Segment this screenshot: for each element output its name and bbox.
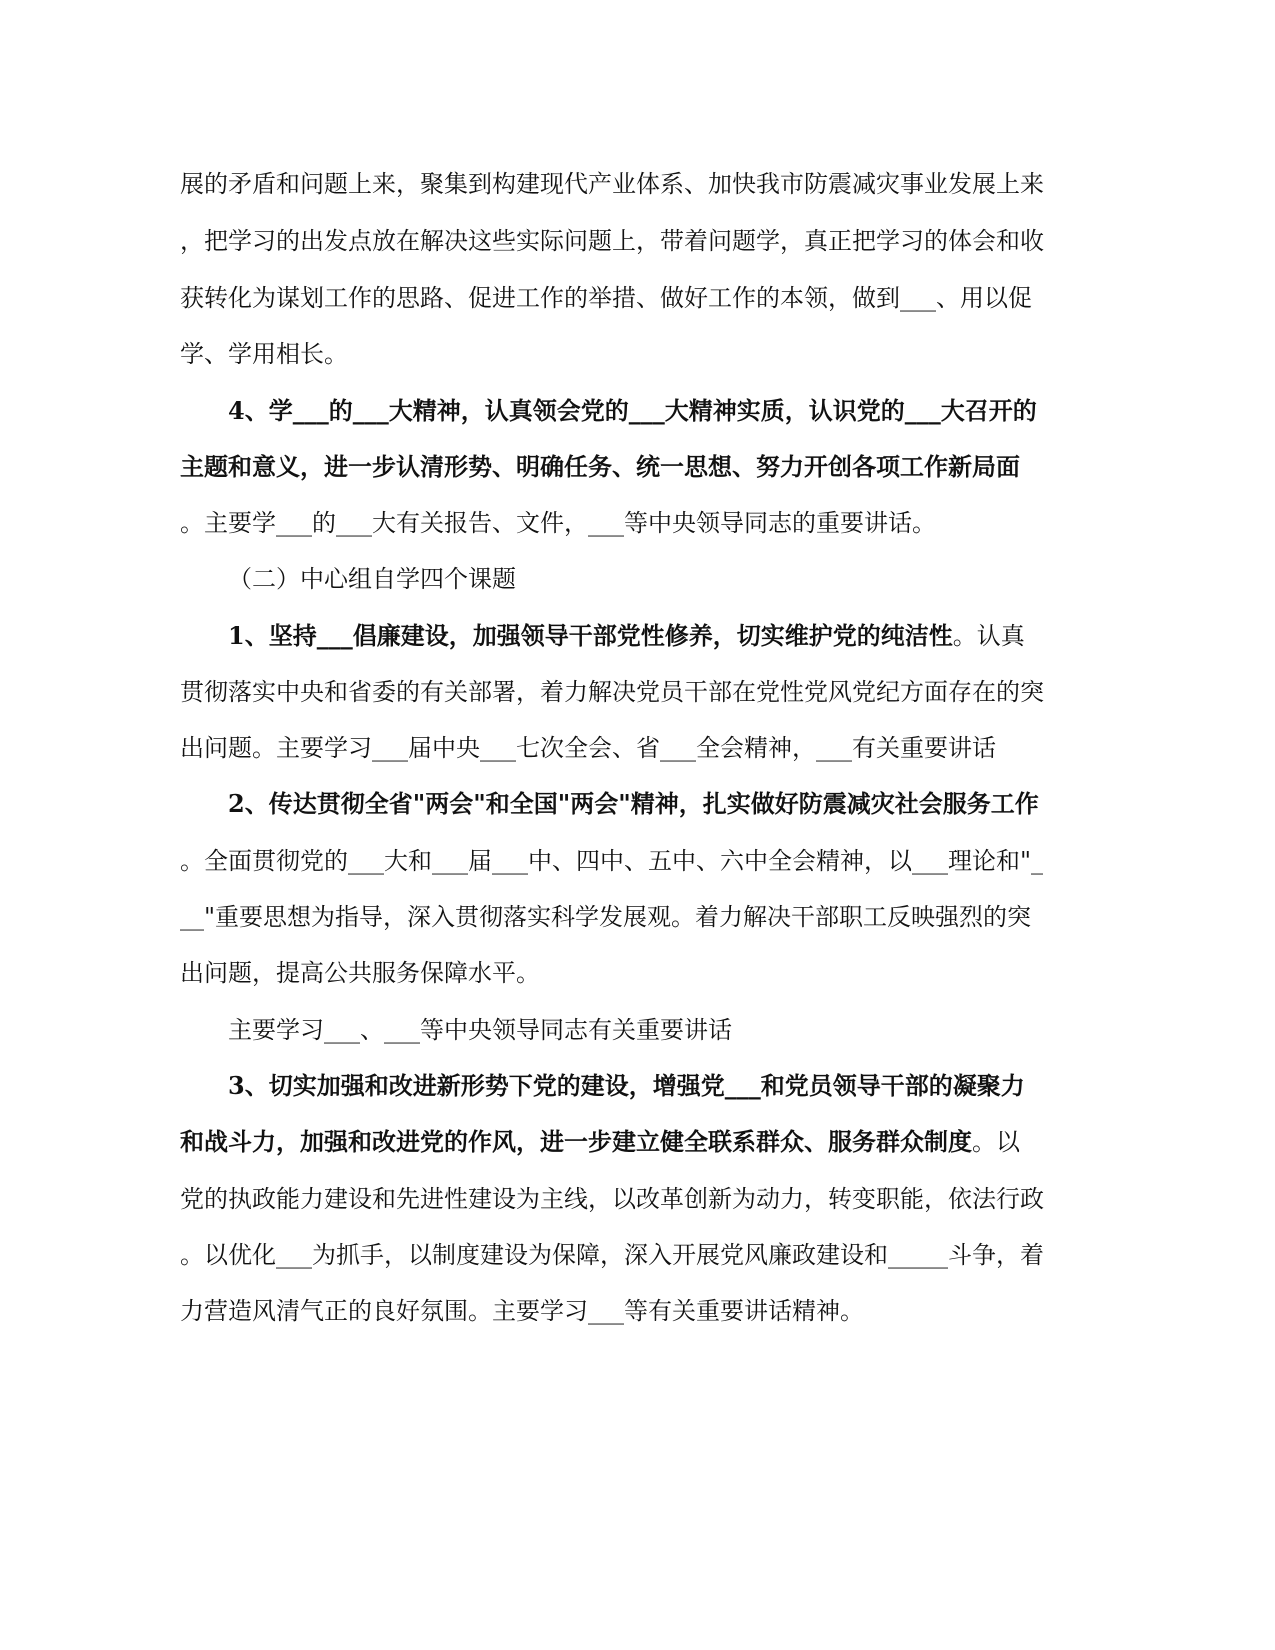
text-segment: 获转化为谋划工作的思路、促进工作的举措、做好工作的本领，做到___、用以促 [180,284,1032,312]
text-line [180,841,1050,881]
text-line [180,897,1050,937]
text-line [180,334,1050,374]
subsection-title [228,559,1098,599]
text-segment: 出问题。主要学习___届中央___七次全会、省___全会精神，___有关重要讲话 [180,734,996,762]
text-segment: 党的执政能力建设和先进性建设为主线，以改革创新为动力，转变职能，依法行政 [180,1185,1044,1213]
text-line [180,1291,1050,1331]
section-heading-line [180,447,1050,487]
text-segment: __"重要思想为指导，深入贯彻落实科学发展观。着力解决干部职工反映强烈的突 [180,903,1032,931]
text-line [180,221,1050,261]
text-line [180,503,1050,543]
text-segment: 出问题，提高公共服务保障水平。 [180,959,540,987]
section-heading-line [228,616,1098,656]
bold-heading-segment: 3、切实加强和改进新形势下党的建设，增强党___和党员领导干部的凝聚力 [228,1071,1025,1100]
text-segment: （二）中心组自学四个课题 [228,565,516,593]
text-line [180,728,1050,768]
text-segment: 。以 [972,1128,1020,1156]
text-segment: 力营造风清气正的良好氛围。主要学习___等有关重要讲话精神。 [180,1297,864,1325]
text-line [180,164,1050,204]
text-segment: 。认真 [952,622,1025,650]
text-segment: 学、学用相长。 [180,340,348,368]
bold-heading-segment: 4、学___的___大精神，认真领会党的___大精神实质，认识党的___大召开的 [228,396,1037,425]
bold-heading-segment: 2、传达贯彻全省"两会"和全国"两会"精神，扎实做好防震减灾社会服务工作 [228,789,1039,818]
text-line [228,1010,1098,1050]
bold-heading-segment: 主题和意义，进一步认清形势、明确任务、统一思想、努力开创各项工作新局面 [180,452,1020,481]
text-segment: 。以优化___为抓手，以制度建设为保障，深入开展党风廉政建设和_____斗争，着 [180,1241,1044,1269]
text-segment: 贯彻落实中央和省委的有关部署，着力解决党员干部在党性党风党纪方面存在的突 [180,678,1044,706]
text-line [180,1179,1050,1219]
section-heading-line [180,1122,1050,1162]
section-heading-line [228,784,1098,824]
text-line [180,672,1050,712]
text-segment: 展的矛盾和问题上来，聚集到构建现代产业体系、加快我市防震减灾事业发展上来 [180,170,1044,198]
text-line [180,953,1050,993]
section-heading-line [228,1066,1098,1106]
text-line [180,1235,1050,1275]
text-segment: ，把学习的出发点放在解决这些实际问题上，带着问题学，真正把学习的体会和收 [180,227,1044,255]
text-segment: 。主要学___的___大有关报告、文件，___等中央领导同志的重要讲话。 [180,509,936,537]
section-heading-line [228,391,1098,431]
text-segment: 主要学习___、___等中央领导同志有关重要讲话 [228,1016,732,1044]
bold-heading-segment: 1、坚持___倡廉建设，加强领导干部党性修养，切实维护党的纯洁性 [228,621,953,650]
text-segment: 。全面贯彻党的___大和___届___中、四中、五中、六中全会精神，以___理论和"_ [180,847,1044,875]
text-line [180,278,1050,318]
bold-heading-segment: 和战斗力，加强和改进党的作风，进一步建立健全联系群众、服务群众制度 [180,1127,972,1156]
